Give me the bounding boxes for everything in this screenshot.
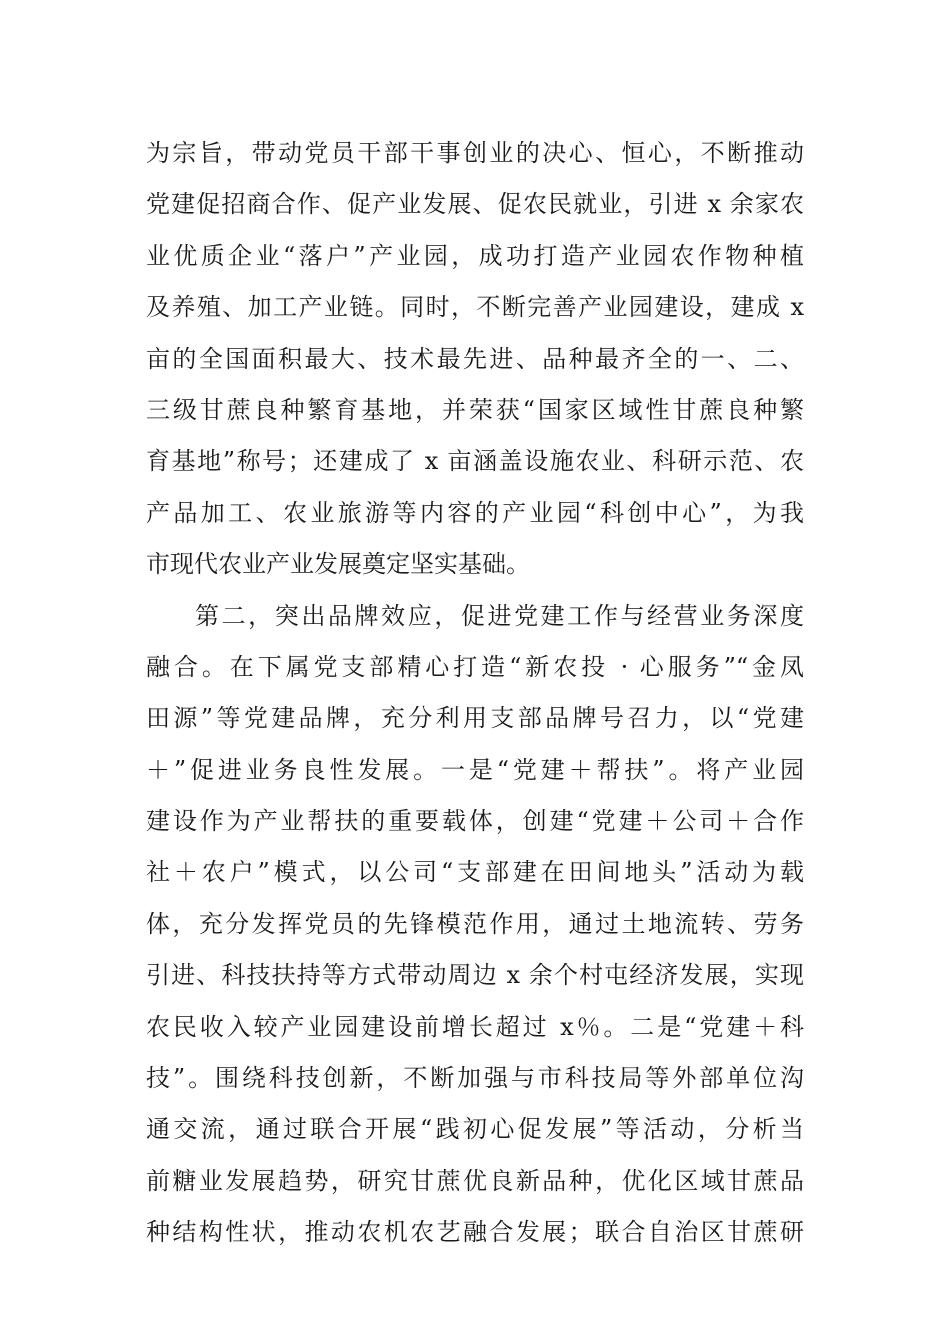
text-line: 前糖业发展趋势，研究甘蔗优良新品种，优化区域甘蔗品 bbox=[146, 1166, 804, 1195]
text-line: 技”。围绕科技创新，不断加强与市科技局等外部单位沟 bbox=[146, 1064, 804, 1093]
text-line: 农民收入较产业园建设前增长超过 x％。二是“党建＋科 bbox=[146, 1012, 804, 1041]
text-line: 通交流，通过联合开展“践初心促发展”等活动，分析当 bbox=[146, 1115, 804, 1144]
text-line: 社＋农户”模式，以公司“支部建在田间地头”活动为载 bbox=[146, 858, 804, 887]
paragraph-first-line: 第二，突出品牌效应，促进党建工作与经营业务深度 bbox=[195, 601, 804, 630]
body-text bbox=[0, 128, 950, 1259]
text-line: 引进、科技扶持等方式带动周边 x 余个村屯经济发展，实现 bbox=[146, 961, 804, 990]
text-line: 建设作为产业帮扶的重要载体，创建“党建＋公司＋合作 bbox=[146, 807, 804, 836]
text-line: 产品加工、农业旅游等内容的产业园“科创中心”，为我 bbox=[146, 498, 804, 527]
text-line: 及养殖、加工产业链。同时，不断完善产业园建设，建成 x bbox=[146, 293, 804, 322]
text-line: 育基地”称号；还建成了 x 亩涵盖设施农业、科研示范、农 bbox=[146, 447, 804, 476]
text-line: 田源”等党建品牌，充分利用支部品牌号召力，以“党建 bbox=[146, 704, 804, 733]
text-line: 市现代农业产业发展奠定坚实基础。 bbox=[146, 550, 530, 579]
text-line: 体，充分发挥党员的先锋模范作用，通过土地流转、劳务 bbox=[146, 909, 804, 938]
text-line: ＋”促进业务良性发展。一是“党建＋帮扶”。将产业园 bbox=[146, 755, 804, 784]
text-line: 亩的全国面积最大、技术最先进、品种最齐全的一、二、 bbox=[146, 344, 804, 373]
text-line: 三级甘蔗良种繁育基地，并荣获“国家区域性甘蔗良种繁 bbox=[146, 395, 804, 424]
text-line: 党建促招商合作、促产业发展、促农民就业，引进 x 余家农 bbox=[146, 190, 804, 219]
text-line: 种结构性状，推动农机农艺融合发展；联合自治区甘蔗研 bbox=[146, 1218, 804, 1247]
text-line: 业优质企业“落户”产业园，成功打造产业园农作物种植 bbox=[146, 241, 804, 270]
text-line: 融合。在下属党支部精心打造“新农投 · 心服务”“金凤 bbox=[146, 652, 804, 681]
text-line: 为宗旨，带动党员干部干事创业的决心、恒心，不断推动 bbox=[146, 139, 804, 167]
